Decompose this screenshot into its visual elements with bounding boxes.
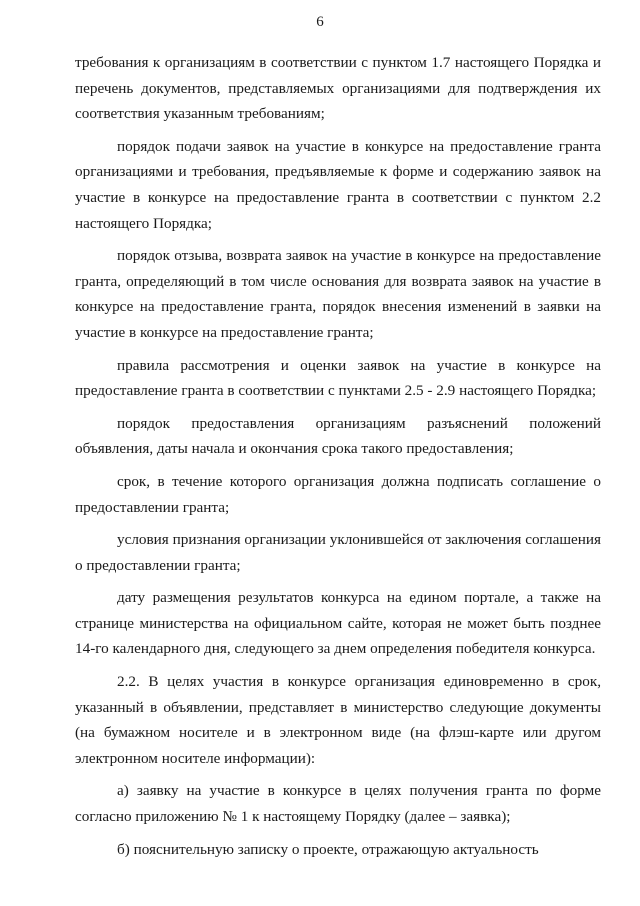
- paragraph-section-2-2: 2.2. В целях участия в конкурсе организация единовременно в срок, указанный в объявлении, представляет в министерство следующие документы (на бумажном носителе и в электронном виде (на флэш-карте или другом электронном носителе информации):: [75, 673, 601, 767]
- paragraph-item-b: б) пояснительную записку о проекте, отражающую актуальность: [117, 840, 539, 858]
- paragraph-clarifications: порядок предоставления организациям разъяснений положений объявления, даты начала и окончания срока такого предоставления;: [75, 414, 601, 458]
- paragraph-signing-deadline: срок, в течение которого организация должна подписать соглашение о предоставлении гранта;: [75, 472, 601, 516]
- document-body: [75, 50, 601, 862]
- paragraph-organization-requirements: требования к организациям в соответствии с пунктом 1.7 настоящего Порядка и перечень документов, представляемых организациями для подтверждения их соответствия указанным требованиям;: [75, 54, 601, 123]
- paragraph-evasion-conditions: условия признания организации уклонившейся от заключения соглашения о предоставлении гранта;: [75, 531, 601, 574]
- paragraph-evaluation-rules: правила рассмотрения и оценки заявок на участие в конкурсе на предоставление гранта в соответствии с пунктами 2.5 - 2.9 настоящего Порядка;: [75, 356, 601, 400]
- paragraph-application-submission: порядок подачи заявок на участие в конкурсе на предоставление гранта организациями и требования, предъявляемые к форме и содержанию заявок на участие в конкурсе на предоставление гранта в соответствии с пунктом 2.2 настоящего Порядка;: [75, 137, 601, 232]
- paragraph-application-withdrawal: порядок отзыва, возврата заявок на участие в конкурсе на предоставление гранта, определяющий в том числе основания для возврата заявок на участие в конкурсе на предоставление гранта, порядок внесения изменений в заявки на участие в конкурсе на предоставление гранта;: [75, 247, 601, 341]
- paragraph-results-publication: дату размещения результатов конкурса на едином портале, а также на странице министерства на официальном сайте, которая не может быть позднее 14-го календарного дня, следующего за днем определения победителя конкурса.: [75, 589, 601, 658]
- paragraph-item-a: а) заявку на участие в конкурсе в целях получения гранта по форме согласно приложению № 1 к настоящему Порядку (далее – заявка);: [75, 782, 601, 826]
- page-number: 6: [316, 14, 324, 30]
